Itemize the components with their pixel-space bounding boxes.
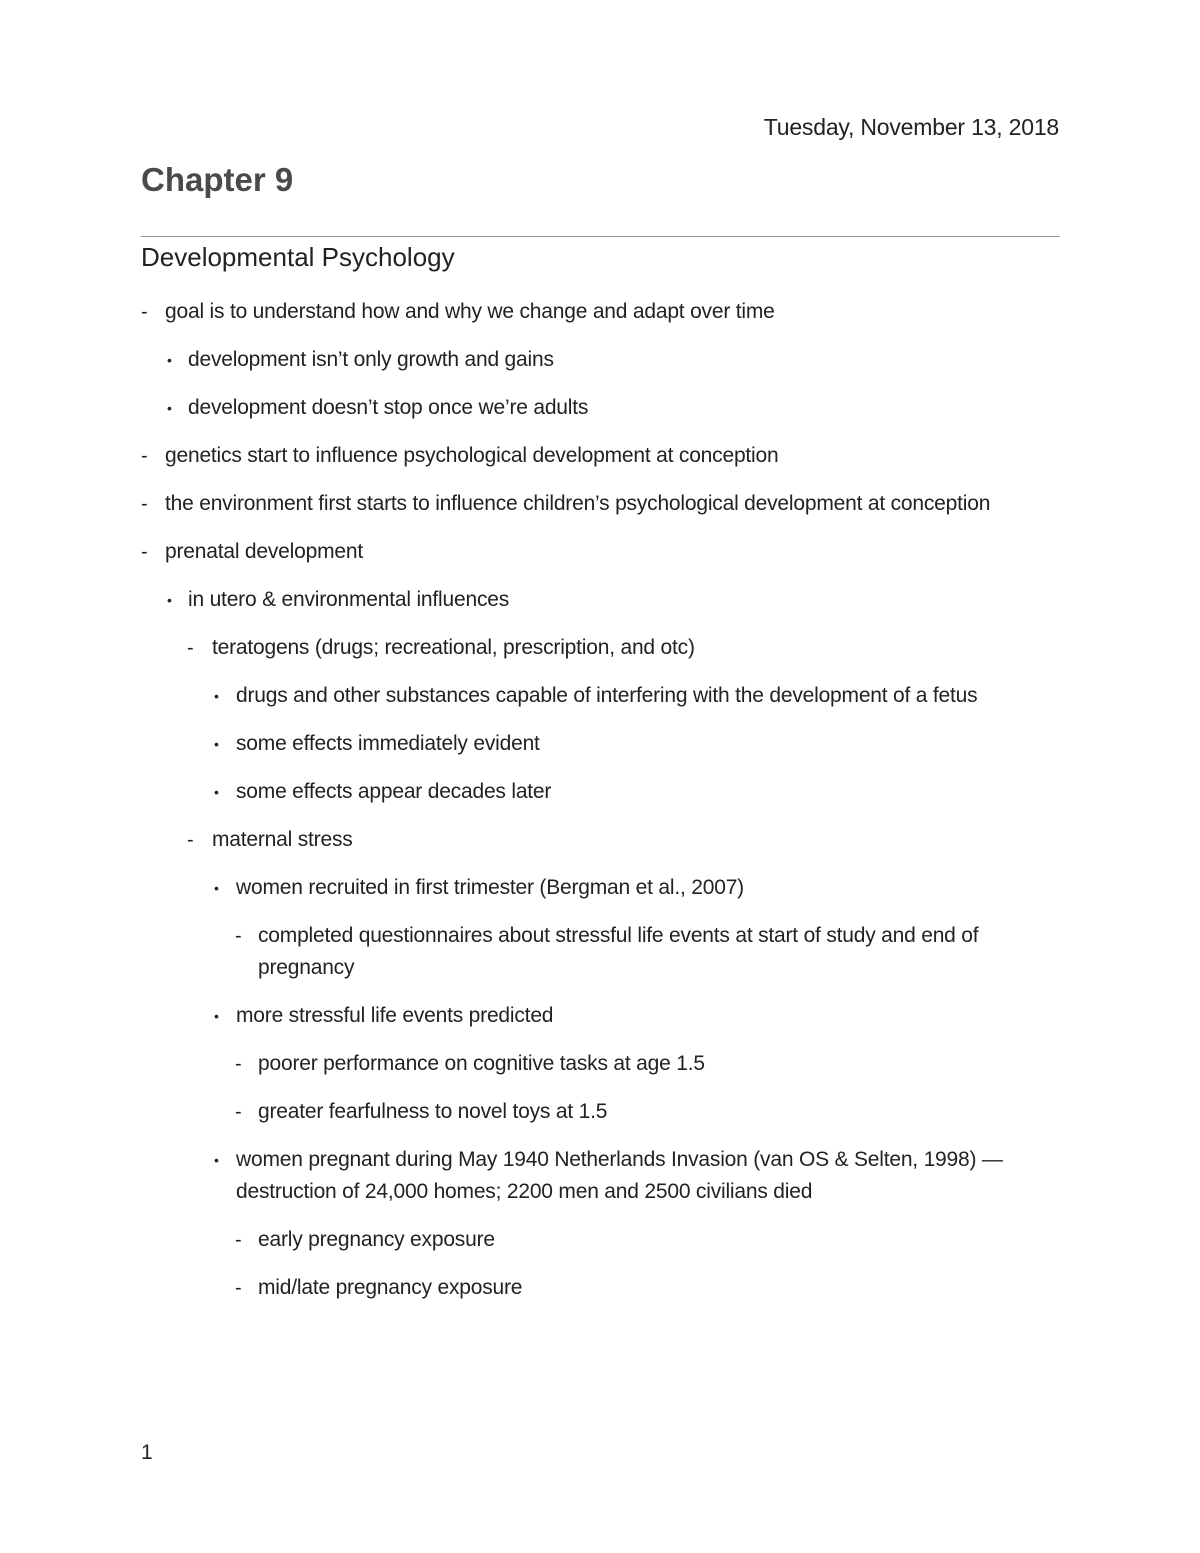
- note-text: in utero & environmental influences: [188, 588, 510, 611]
- note-text: greater fearfulness to novel toys at 1.5: [258, 1100, 608, 1123]
- dash-marker: -: [141, 445, 148, 467]
- note-item: [0, 1144, 1200, 1208]
- note-item: [0, 1096, 1200, 1128]
- dash-marker: -: [235, 1277, 242, 1299]
- note-item: [0, 1272, 1200, 1304]
- note-text: development isn’t only growth and gains: [188, 348, 554, 371]
- note-text: women recruited in first trimester (Bergman et al., 2007): [236, 876, 744, 899]
- note-text: completed questionnaires about stressful life events at start of study and end of pregnancy: [258, 924, 979, 979]
- note-text: drugs and other substances capable of interfering with the development of a fetus: [236, 684, 978, 707]
- note-item: [0, 776, 1200, 808]
- note-text: more stressful life events predicted: [236, 1004, 554, 1027]
- note-item: [0, 344, 1200, 376]
- note-text: early pregnancy exposure: [258, 1228, 495, 1251]
- note-item: [0, 488, 1200, 520]
- note-text: genetics start to influence psychological development at conception: [165, 444, 779, 467]
- dash-marker: -: [141, 301, 148, 323]
- dash-marker: -: [235, 1229, 242, 1251]
- dash-marker: -: [235, 1053, 242, 1075]
- note-item: [0, 824, 1200, 856]
- bullet-marker: •: [167, 352, 172, 368]
- note-item: [0, 296, 1200, 328]
- note-text: women pregnant during May 1940 Netherlands Invasion (van OS & Selten, 1998) — destruction of 24,000 homes; 2200 men and 2500 civilians died: [236, 1148, 1003, 1203]
- note-item: [0, 584, 1200, 616]
- bullet-marker: •: [167, 400, 172, 416]
- notes-list: [0, 296, 1200, 1320]
- bullet-marker: •: [167, 592, 172, 608]
- dash-marker: -: [187, 637, 194, 659]
- document-date: Tuesday, November 13, 2018: [763, 114, 1059, 140]
- note-item: [0, 536, 1200, 568]
- dash-marker: -: [187, 829, 194, 851]
- section-title: Developmental Psychology: [141, 242, 455, 272]
- note-text: some effects appear decades later: [236, 780, 552, 803]
- note-item: [0, 680, 1200, 712]
- note-text: prenatal development: [165, 540, 363, 563]
- note-text: teratogens (drugs; recreational, prescription, and otc): [212, 636, 695, 659]
- note-text: goal is to understand how and why we change and adapt over time: [165, 300, 775, 323]
- note-text: the environment first starts to influence children’s psychological development at conception: [165, 492, 991, 515]
- bullet-marker: •: [214, 736, 219, 752]
- chapter-title: Chapter 9: [141, 161, 294, 198]
- bullet-marker: •: [214, 784, 219, 800]
- note-text: poorer performance on cognitive tasks at age 1.5: [258, 1052, 705, 1075]
- bullet-marker: •: [214, 880, 219, 896]
- dash-marker: -: [141, 541, 148, 563]
- dash-marker: -: [235, 1101, 242, 1123]
- bullet-marker: •: [214, 688, 219, 704]
- bullet-marker: •: [214, 1152, 219, 1168]
- dash-marker: -: [235, 925, 242, 947]
- note-item: [0, 872, 1200, 904]
- title-divider: [141, 236, 1060, 237]
- note-item: [0, 632, 1200, 664]
- page-number: 1: [141, 1441, 153, 1464]
- note-item: [0, 392, 1200, 424]
- dash-marker: -: [141, 493, 148, 515]
- note-text: maternal stress: [212, 828, 353, 851]
- note-item: [0, 920, 1200, 984]
- bullet-marker: •: [214, 1008, 219, 1024]
- note-text: development doesn’t stop once we’re adults: [188, 396, 589, 419]
- note-item: [0, 728, 1200, 760]
- note-item: [0, 440, 1200, 472]
- note-item: [0, 1224, 1200, 1256]
- note-item: [0, 1048, 1200, 1080]
- note-text: some effects immediately evident: [236, 732, 540, 755]
- note-text: mid/late pregnancy exposure: [258, 1276, 523, 1299]
- note-item: [0, 1000, 1200, 1032]
